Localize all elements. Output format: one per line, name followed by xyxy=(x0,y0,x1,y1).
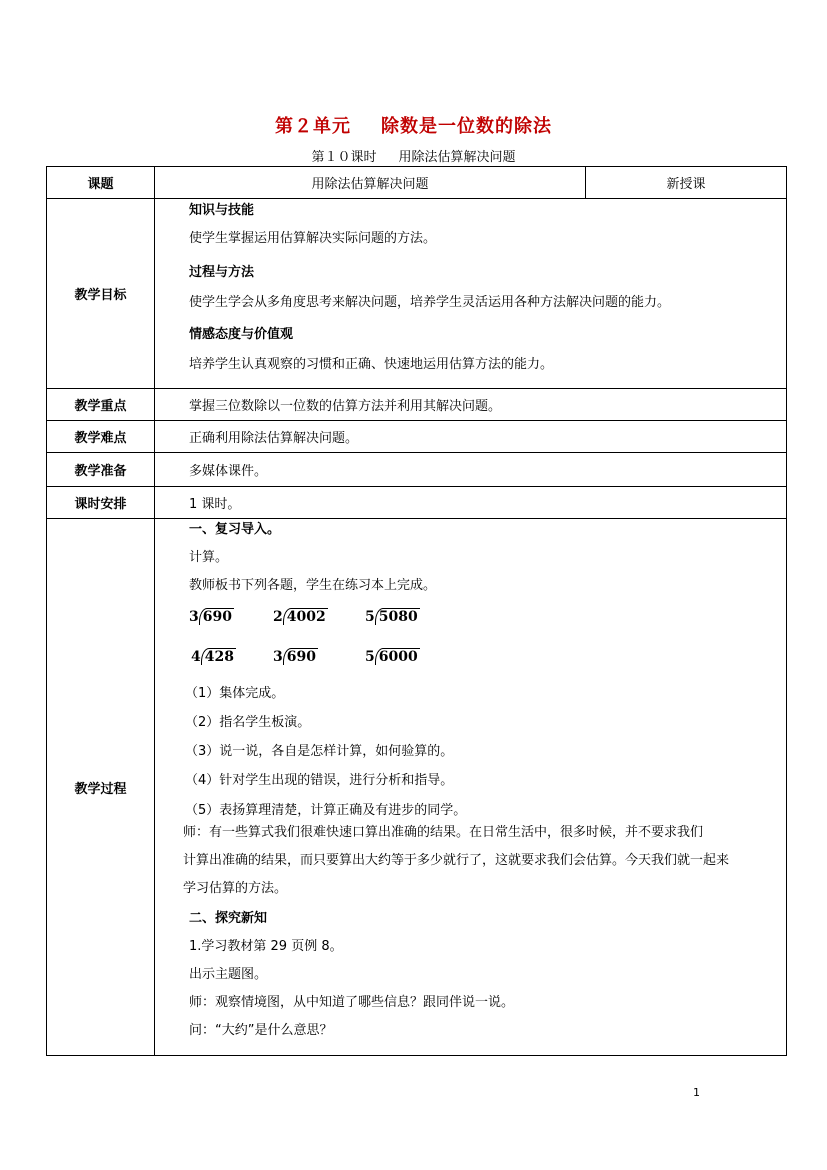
process-step: （3）说一说，各自是怎样计算，如何验算的。 xyxy=(185,744,454,759)
goal-heading-knowledge: 知识与技能 xyxy=(189,203,255,218)
page-number: 1 xyxy=(693,1086,700,1099)
division-problem: 5 5080 xyxy=(365,609,418,625)
division-problem: 3 690 xyxy=(189,609,232,625)
label-key: 教学重点 xyxy=(47,389,155,421)
process-section1-heading: 一、复习导入。 xyxy=(189,522,281,537)
division-row-2 xyxy=(189,648,782,670)
teacher-remark: 计算出准确的结果，而只要算出大约等于多少就行了，这就要求我们会估算。今天我们就一起来 xyxy=(183,853,730,868)
process-line: 师：观察情境图，从中知道了哪些信息？跟同伴说一说。 xyxy=(189,995,515,1010)
key-text: 掌握三位数除以一位数的估算方法并利用其解决问题。 xyxy=(155,389,787,421)
process-step: （5）表扬算理清楚，计算正确及有进步的同学。 xyxy=(185,803,467,818)
row-process xyxy=(47,519,787,1056)
label-topic: 课题 xyxy=(47,167,155,199)
process-content xyxy=(155,519,787,1056)
lesson-title: 用除法估算解决问题 xyxy=(398,150,516,165)
teacher-remark: 学习估算的方法。 xyxy=(183,881,288,896)
process-line: 计算。 xyxy=(189,550,229,565)
division-problem: 4 428 xyxy=(191,649,234,665)
process-step: （4）针对学生出现的错误，进行分析和指导。 xyxy=(185,773,454,788)
row-prep xyxy=(47,453,787,487)
goal-text-process: 使学生学会从多角度思考来解决问题，培养学生灵活运用各种方法解决问题的能力。 xyxy=(189,295,671,310)
label-prep: 教学准备 xyxy=(47,453,155,487)
process-step: （1）集体完成。 xyxy=(185,686,285,701)
process-line: 1.学习教材第 29 页例 8。 xyxy=(189,939,343,954)
lesson-subtitle xyxy=(0,146,827,165)
label-difficult: 教学难点 xyxy=(47,421,155,453)
row-difficult xyxy=(47,421,787,453)
prep-text: 多媒体课件。 xyxy=(155,453,787,487)
process-line: 问：“大约”是什么意思？ xyxy=(189,1023,333,1038)
goals-content xyxy=(155,199,787,389)
division-problem: 5 6000 xyxy=(365,649,418,665)
time-text: 1 课时。 xyxy=(155,487,787,519)
division-problem: 3 690 xyxy=(273,649,316,665)
page-title xyxy=(0,112,827,138)
goal-heading-process: 过程与方法 xyxy=(189,265,255,280)
unit-number: 第２单元 xyxy=(275,116,351,137)
difficult-text: 正确利用除法估算解决问题。 xyxy=(155,421,787,453)
label-time: 课时安排 xyxy=(47,487,155,519)
row-time xyxy=(47,487,787,519)
goal-text-knowledge: 使学生掌握运用估算解决实际问题的方法。 xyxy=(189,231,437,246)
lesson-type: 新授课 xyxy=(586,167,787,199)
topic-value: 用除法估算解决问题 xyxy=(155,167,586,199)
row-key xyxy=(47,389,787,421)
row-topic xyxy=(47,167,787,199)
label-goals: 教学目标 xyxy=(47,199,155,389)
row-goals xyxy=(47,199,787,389)
process-line: 出示主题图。 xyxy=(189,967,268,982)
process-step: （2）指名学生板演。 xyxy=(185,715,311,730)
lesson-number: 第１０课时 xyxy=(311,150,377,165)
goal-heading-attitude: 情感态度与价值观 xyxy=(189,327,294,342)
division-problem: 2 4002 xyxy=(273,609,326,625)
unit-title: 除数是一位数的除法 xyxy=(381,116,552,137)
process-line: 教师板书下列各题，学生在练习本上完成。 xyxy=(189,578,437,593)
process-section2-heading: 二、探究新知 xyxy=(189,911,268,926)
label-process: 教学过程 xyxy=(47,519,155,1056)
teacher-remark: 师：有一些算式我们很难快速口算出准确的结果。在日常生活中，很多时候，并不要求我们 xyxy=(183,825,704,840)
division-row-1 xyxy=(189,608,782,630)
lesson-plan-table xyxy=(46,166,787,1056)
goal-text-attitude: 培养学生认真观察的习惯和正确、快速地运用估算方法的能力。 xyxy=(189,357,554,372)
